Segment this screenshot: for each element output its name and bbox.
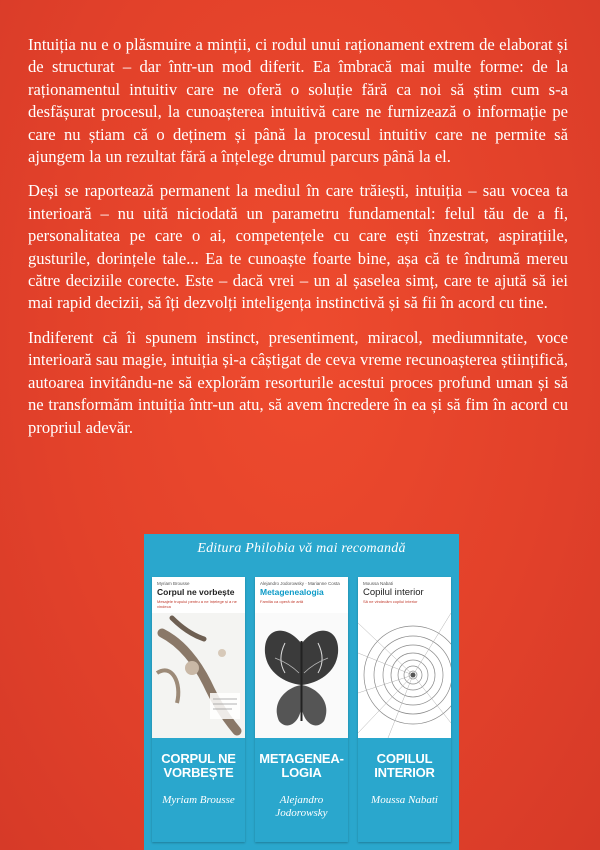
book-subtitle-small: Mesajele trupului pentru a ne înțelege și a ne vindeca [157,599,237,609]
blurb-paragraph-1: Intuiția nu e o plăsmuire a minții, ci rodul unui raționament extrem de elaborat și de structurat – dar într-un mod diferit. Ea îmbracă mai multe forme: de la raționamentul intuitiv care ne oferă o soluție fără ca noi să știm cum s-a desfășurat procesul, la cunoașterea intuitivă care ne furnizează o informație pe care nu știam că o deținem și până la procesul intuitiv care ne permite să ajungem la un rezultat fără a înțelege drumul parcurs până la el. [28,35,568,167]
recommended-books [152,577,451,842]
book-band-author: Myriam Brousse [162,794,235,806]
book-subtitle-small: Să ne vindecăm copilul interior [363,599,418,604]
book-title-small: Corpul ne vorbește [157,587,235,597]
book-cover-copilul-interior [358,577,451,842]
book-title-small: Copilul interior [363,587,424,598]
recommendations-header: Editura Philobia vă mai recomandă [197,541,406,556]
book-author-small: Moussa Nabati [363,581,394,586]
book-band-author: Alejandro Jodorowsky [275,794,328,819]
blurb-paragraph-3: Indiferent că îi spunem instinct, presentiment, miracol, mediumnitate, voce interioară sau magie, intuiția și-a câștigat de ceva vreme recunoașterea științifică, autoarea invitându-ne să explorăm resorturile acestui proces profund uman și să ne transformăm intuiția într-un atu, să avem încredere în ea și să fim în acord cu propriul adevăr. [28,327,568,437]
book-author-small: Alejandro Jodorowsky · Marianne Costa [260,581,340,586]
book-cover-art-body-icon [152,613,245,738]
book-author-small: Myriam Brousse [157,581,190,586]
book-cover-art-spiral-icon [358,613,451,738]
recommendations-panel [144,534,459,850]
back-cover-blurb [28,34,568,451]
book-band [152,738,245,842]
book-cover-metagenealogia [255,577,348,842]
book-band-title: CORPUL NE VORBEȘTE [161,751,236,780]
book-cover-corpul-ne-vorbeste [152,577,245,842]
blurb-paragraph-2: Deși se raportează permanent la mediul în care trăiești, intuiția – sau vocea ta interioară – nu uită niciodată un parametru fundamental: felul tău de a fi, personalitatea pe care o ai, competențele cu care ești înzestrat, aspirațiile, gusturile, dorințele tale... Ea te cunoaște foarte bine, așa că te îndrumă mereu către deciziile corecte. Este – dacă vrei – un al șaselea simț, care te ajută să iei mai rapid decizii, să îți dezvolți inteligența instinctivă și să fii în acord cu tine. [28,181,568,313]
book-band-author: Moussa Nabati [371,794,438,806]
book-band-title: METAGENEA-LOGIA [259,751,344,780]
book-cover-art-butterfly-icon [255,613,348,738]
book-band [255,738,348,842]
book-band [358,738,451,842]
book-band-title: COPILUL INTERIOR [374,751,435,780]
book-title-small: Metagenealogia [260,587,324,597]
book-subtitle-small: Familia ca operă de artă [260,599,304,604]
